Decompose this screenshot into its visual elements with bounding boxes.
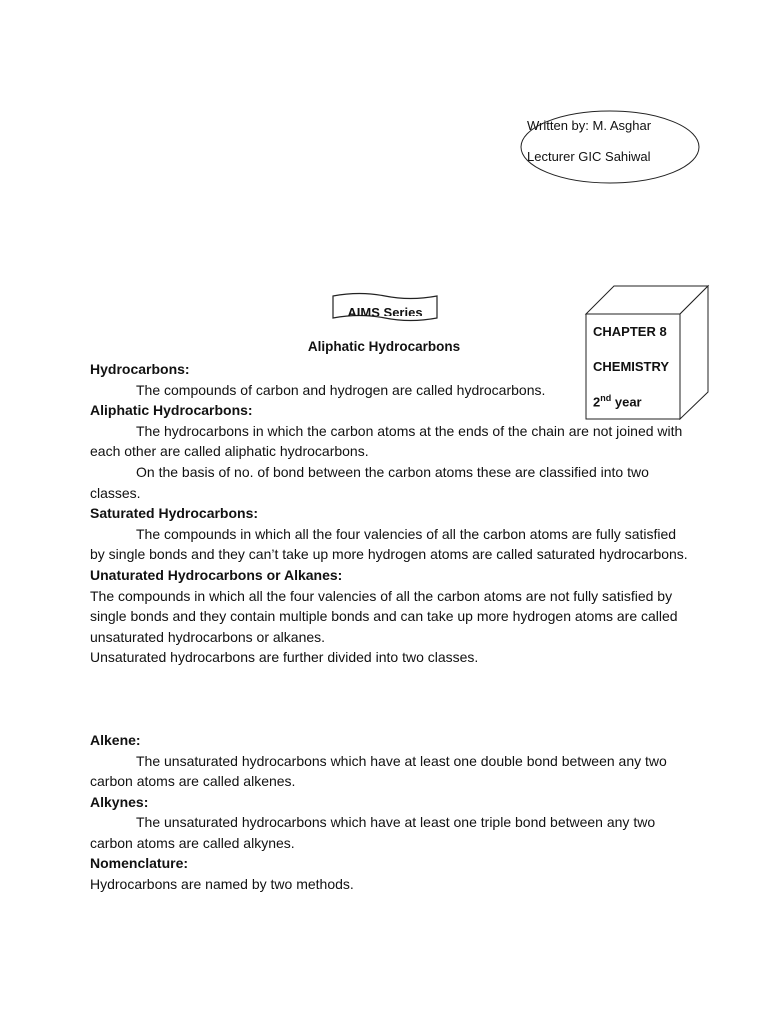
document-body <box>90 359 690 895</box>
heading-alkynes: Alkynes: <box>90 793 149 810</box>
paragraph-aliphatic-2: On the basis of no. of bond between the carbon atoms these are classified into two classes. <box>90 463 649 501</box>
author-oval <box>520 110 700 184</box>
year-word: year <box>614 394 642 410</box>
paragraph-unsaturated-1: The compounds in which all the four valencies of all the carbon atoms are not fully satisfied by single bonds and they contain multiple bonds and can take up more hydrogen atoms are called unsaturated hydrocarbons or alkanes. <box>90 587 678 645</box>
paragraph-aliphatic-1: The hydrocarbons in which the carbon atoms at the ends of the chain are not joined with each other are called aliphatic hydrocarbons. <box>90 422 683 460</box>
heading-alkene: Alkene: <box>90 731 141 748</box>
paragraph-saturated: The compounds in which all the four valencies of all the carbon atoms are fully satisfied by single bonds and they can’t take up more hydrogen atoms are called saturated hydrocarbons. <box>90 525 688 563</box>
section-spacer <box>90 668 690 730</box>
author-position: Lecturer GIC Sahiwal <box>527 149 651 164</box>
heading-hydrocarbons: Hydrocarbons: <box>90 361 190 377</box>
series-banner <box>330 292 440 322</box>
paragraph-unsaturated-2: Unsaturated hydrocarbons are further divided into two classes. <box>90 649 479 666</box>
paragraph-nomenclature: Hydrocarbons are named by two methods. <box>90 876 354 893</box>
author-name: Written by: M. Asghar <box>527 118 652 133</box>
chapter-label: CHAPTER 8 <box>593 324 667 339</box>
banner-label: AIMS Series <box>347 305 423 316</box>
year-number: 2 <box>593 394 601 410</box>
subject-label: CHEMISTRY <box>593 359 670 374</box>
paragraph-hydrocarbons: The compounds of carbon and hydrogen are called hydrocarbons. <box>136 381 546 398</box>
page-title: Aliphatic Hydrocarbons <box>307 339 461 354</box>
heading-aliphatic: Aliphatic Hydrocarbons: <box>90 402 253 419</box>
heading-unsaturated: Unaturated Hydrocarbons or Alkanes: <box>90 566 343 583</box>
paragraph-alkene: The unsaturated hydrocarbons which have at least one double bond between any two carbon atoms are called alkenes. <box>90 752 667 790</box>
heading-nomenclature: Nomenclature: <box>90 855 189 872</box>
paragraph-alkynes: The unsaturated hydrocarbons which have at least one triple bond between any two carbon atoms are called alkynes. <box>90 814 656 851</box>
heading-saturated: Saturated Hydrocarbons: <box>90 505 259 522</box>
year-suffix: nd <box>600 393 612 403</box>
